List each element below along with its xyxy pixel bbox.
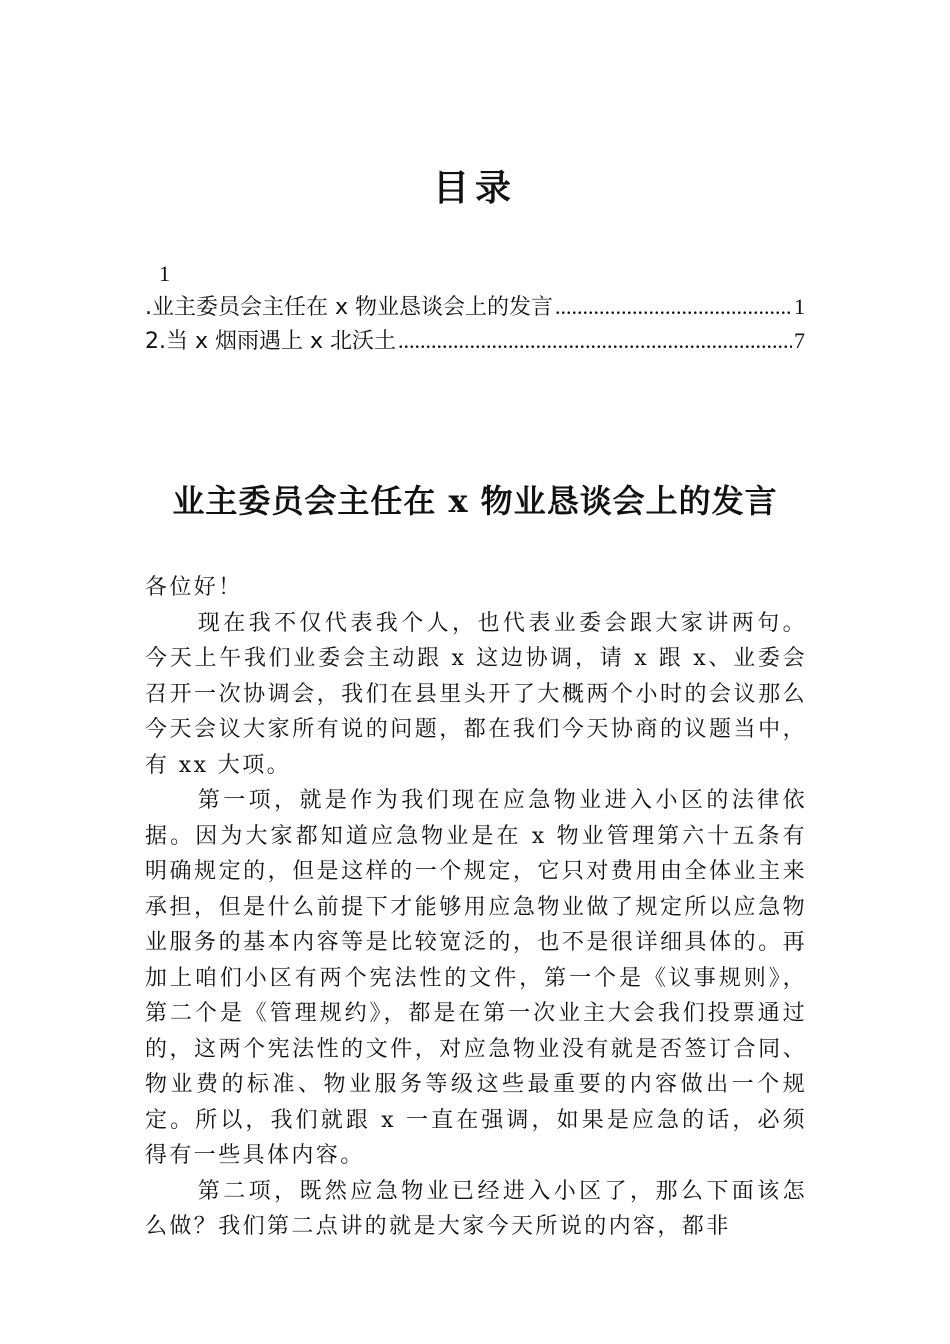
body-paragraph: 第二项，既然应急物业已经进入小区了，那么下面该怎么做？我们第二点讲的就是大家今天所说的内容，都非 [145,1178,807,1239]
toc-entry-text: 2.当 x 烟雨遇上 x 北沃土 [145,329,397,354]
article-body [145,570,807,1245]
toc-title: 目录 [432,168,517,209]
body-paragraph: 第一项，就是作为我们现在应急物业进入小区的法律依据。因为大家都知道应急物业是在 x 物业管理第六十五条有明确规定的，但是这样的一个规定，它只对费用由全体业主来承担，但是什么前提下才能够用应急物业做了规定所以应急物业服务的基本内容等是比较宽泛的，也不是很详细具体的。再加上咱们小区有两个宪法性的文件，第一个是《议事规则》，第二个是《管理规约》，都是在第一次业主大会我们投票通过的，这两个宪法性的文件，对应急物业没有就是否签订合同、物业费的标准、物业服务等级这些最重要的内容做出一个规定。所以，我们就跟 x 一直在强调，如果是应急的话，必须得有一些具体内容。 [145,788,807,1168]
toc-leader-dots [555,290,792,324]
toc-entry-page: 1 [794,294,805,319]
toc-entry[interactable] [145,290,805,324]
toc-entry-page: 7 [794,328,805,353]
toc-entry-text: .业主委员会主任在 x 物业恳谈会上的发言 [145,295,554,320]
body-paragraph: 现在我不仅代表我个人，也代表业委会跟大家讲两句。今天上午我们业委会主动跟 x 这边协调，请 x 跟 x、业委会召开一次协调会，我们在县里头开了大概两个小时的会议那么今天会议大家所有说的问题，都在我们今天协商的议题当中，有 xx 大项。 [145,610,807,778]
greeting-paragraph: 各位好！ [145,575,243,600]
table-of-contents [145,258,805,358]
toc-entry[interactable] [145,324,805,358]
toc-entry-number: 1 [159,261,170,286]
article-title: 业主委员会主任在 x 物业恳谈会上的发言 [172,482,778,520]
toc-leader-dots [398,324,792,358]
